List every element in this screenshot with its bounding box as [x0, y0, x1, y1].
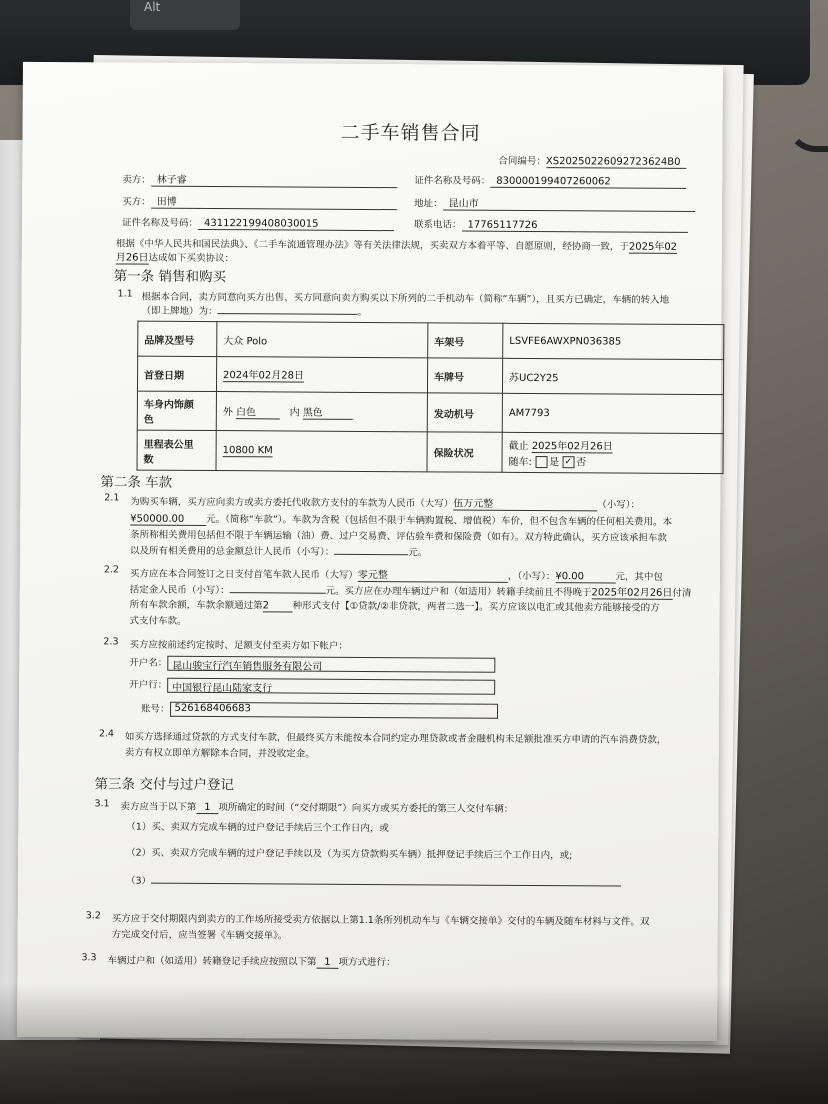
option-3-blank: [151, 883, 621, 887]
clause-2-2-line-2: 括定金人民币（小写）： 元。买方应在办理车辆过户和（如适用）转籍手续前且不得晚于2025年02月26日付清: [129, 584, 692, 599]
clause-2-3-line-1: 买方应按前述约定按时、足额支付至卖方如下帐户：: [129, 639, 348, 652]
clause-3-1-line-1: 卖方应当于以下第 1 项所确定的时间（“交付期限”）向买方或买方委托的第三人交付车辆：: [120, 801, 514, 815]
buyer-address-row: 地址： 昆山市: [414, 194, 695, 212]
clause-2-2-num: 2.2: [103, 564, 120, 576]
seller-id-row: 证件名称及号码： 830000199407260062: [414, 172, 686, 189]
clause-2-2-line-4: 式支付车款。: [129, 615, 187, 627]
bank-row: 开户行： 中国银行昆山陆家支行: [129, 677, 495, 695]
account-number: 526168406683: [170, 702, 498, 719]
color-label: 车身内饰颜 色: [137, 391, 216, 430]
reg-date-label: 首登日期: [137, 356, 216, 391]
vehicle-info-table: [136, 321, 724, 475]
insurance-label: 保险状况: [427, 432, 502, 472]
clause-3-1-option-2: （2）买、卖双方完成车辆的过户登记手续以及（为买方贷款购买车辆）抵押登记手续后三个工作日内，或;: [126, 847, 573, 862]
buyer-row: 买方： 田博: [122, 192, 397, 210]
buyer-phone: 17765117726: [461, 220, 687, 233]
payment-method: 2: [263, 600, 293, 612]
clause-3-1-option-1: （1）买、卖双方完成车辆的过户登记手续后三个工作日内，或: [126, 821, 389, 835]
clause-2-1-num: 2.1: [104, 492, 120, 504]
mileage-label: 里程表公里 数: [137, 430, 216, 470]
checkbox-no-checked[interactable]: ✓: [562, 456, 574, 468]
registration-place-blank: [217, 313, 357, 315]
contract-page: [17, 62, 723, 1041]
vin-value: LSVFE6AWXPN036385: [503, 323, 724, 359]
buyer-name: 田博: [151, 193, 397, 211]
clause-3-2-num: 3.2: [85, 910, 101, 922]
article-2-title: 第二条 车款: [100, 474, 173, 491]
preamble-date-part-2: 月26日: [116, 248, 149, 264]
article-1-title: 第一条 销售和购买: [113, 268, 227, 286]
clause-3-2-line-1: 买方应于交付期限内到卖方的工作场所接受卖方依据以上第1.1条所列机动车与《车辆交接单》交付的车辆及随车材料与文件。双: [111, 913, 650, 928]
seller-id: 830000199407260062: [490, 176, 686, 189]
payment-deadline: 2025年02月26日: [591, 583, 672, 599]
payee-row: 开户名： 昆山骏宝行汽车销售服务有限公司: [129, 655, 495, 673]
price-in-words: 伍万元整: [453, 495, 597, 512]
clause-2-2-line-3: 所有车款余额，车款余额通过第2 种形式支付【①贷款/②非贷款，两者二选一】。买方应该以电汇或其他卖方能够接受的方: [129, 599, 660, 614]
clause-2-1-line-3: 条所称相关费用包括但不限于车辆运输（油）费、过户交易费、评估验车费和保险费（如有）。双方特此确认，买方应该承担车款: [130, 529, 667, 544]
clause-1-1-line-2: （即上牌地）为： 。: [141, 305, 368, 318]
preamble-line-1: 根据《中华人民共和国民法典》、《二手车流通管理办法》等有关法律法规，买卖双方本着平等、自愿原则，经协商一致，于2025年02: [115, 238, 678, 253]
insurance-value: 截止 2025年02月26日 随车: 是 ✓ 否: [502, 432, 723, 473]
total-amount-blank: [334, 554, 408, 555]
bottom-shadow: [0, 984, 828, 1104]
insurance-until: 2025年02月26日: [532, 437, 613, 453]
vin-label: 车架号: [428, 323, 503, 358]
contract-number-row: 合同编号：XS20250226092723624B0: [498, 153, 686, 169]
brand-label: 品牌及型号: [138, 321, 217, 356]
reg-date-value: 2024年02月28日: [216, 357, 427, 393]
mileage-value: 10800 KM: [216, 431, 427, 472]
plate-value: 苏UC2Y25: [502, 358, 723, 394]
checkbox-yes[interactable]: [535, 456, 547, 468]
deposit-blank: [230, 592, 326, 594]
clause-2-2-line-1: 买方应在本合同签订之日支付首笔车款人民币（大写）零元整 ，（小写）：¥0.00 元，其中包: [130, 565, 663, 584]
first-payment-words: 零元整: [358, 566, 508, 583]
clause-3-3-num: 3.3: [81, 952, 97, 964]
exterior-color: 白色: [236, 403, 280, 419]
delivery-option: 1: [196, 802, 218, 814]
seller-name: 林子睿: [151, 171, 397, 189]
buyer-phone-row: 联系电话： 17765117726: [414, 216, 688, 233]
table-row: [137, 430, 723, 474]
transfer-option: 1: [316, 957, 338, 969]
buyer-id-row: 证件名称及号码： 431122199408030015: [122, 214, 394, 231]
table-row: [137, 391, 723, 434]
clause-3-1-option-3: （3）: [126, 873, 621, 890]
preamble-line-2: 月26日达成如下买卖协议：: [116, 248, 234, 265]
document-title: 二手车销售合同: [340, 121, 481, 145]
engine-label: 发动机号: [427, 393, 502, 432]
account-row: 账号： 526168406683: [141, 701, 498, 719]
clause-2-1-line-1: 为购买车辆，买方应向卖方或卖方委托代收款方支付的车款为人民币（大写）伍万元整 （小写）：: [130, 493, 640, 512]
clause-2-4-line-2: 卖方有权立即单方解除本合同，并没收定金。: [124, 747, 315, 760]
clause-1-1-num: 1.1: [117, 288, 133, 300]
clause-2-3-num: 2.3: [103, 636, 119, 648]
alt-key: Alt: [130, 0, 240, 30]
article-3-title: 第三条 交付与过户登记: [94, 776, 234, 794]
interior-color: 黑色: [303, 404, 353, 420]
color-value: 外 白色 内 黑色: [216, 392, 427, 432]
table-row: [137, 356, 723, 395]
buyer-address: 昆山市: [443, 194, 695, 212]
clause-3-2-line-2: 方完成交付后，应当签署《车辆交接单》。: [111, 929, 288, 942]
clause-2-4-line-1: 如买方选择通过贷款的方式支付车款，但最终买方未能按本合同约定办理贷款或者金融机构未足额批准买方申请的汽车消费贷款，: [124, 731, 667, 746]
clause-2-4-num: 2.4: [98, 728, 115, 740]
clause-1-1-line-1: 根据本合同，卖方同意向买方出售、买方同意向卖方购买以下所列的二手机动车（简称“车辆”），且买方已确定，车辆的转入地: [141, 291, 670, 306]
first-payment-amount: ¥0.00: [555, 571, 615, 583]
cable: [786, 0, 828, 152]
brand-value: 大众 Polo: [217, 322, 428, 358]
clause-2-1-line-4: 以及所有相关费用的总金额总计人民币（小写）： 元。: [129, 545, 428, 559]
clause-3-3-line-1: 车辆过户和（如适用）转籍登记手续应按照以下第 1 项方式进行：: [107, 955, 396, 969]
contract-number: XS20250226092723624B0: [546, 156, 686, 169]
clause-2-1-line-2: ¥50000.00 元。（简称“车款”）。车款为含税（包括但不限于车辆购置税、增值税）车价，但不包含车辆的任何相关费用。本: [130, 513, 673, 528]
bank-name: 中国银行昆山陆家支行: [167, 678, 495, 695]
clause-3-1-num: 3.1: [94, 798, 110, 810]
buyer-id: 431122199408030015: [198, 218, 394, 231]
engine-value: AM7793: [502, 393, 723, 433]
payee-name: 昆山骏宝行汽车销售服务有限公司: [167, 656, 495, 673]
preamble-date-part-1: 2025年02: [629, 238, 677, 254]
plate-label: 车牌号: [427, 358, 502, 393]
price-in-numbers: ¥50000.00: [130, 514, 206, 526]
table-row: [138, 321, 724, 360]
seller-row: 卖方： 林子睿: [122, 170, 397, 188]
